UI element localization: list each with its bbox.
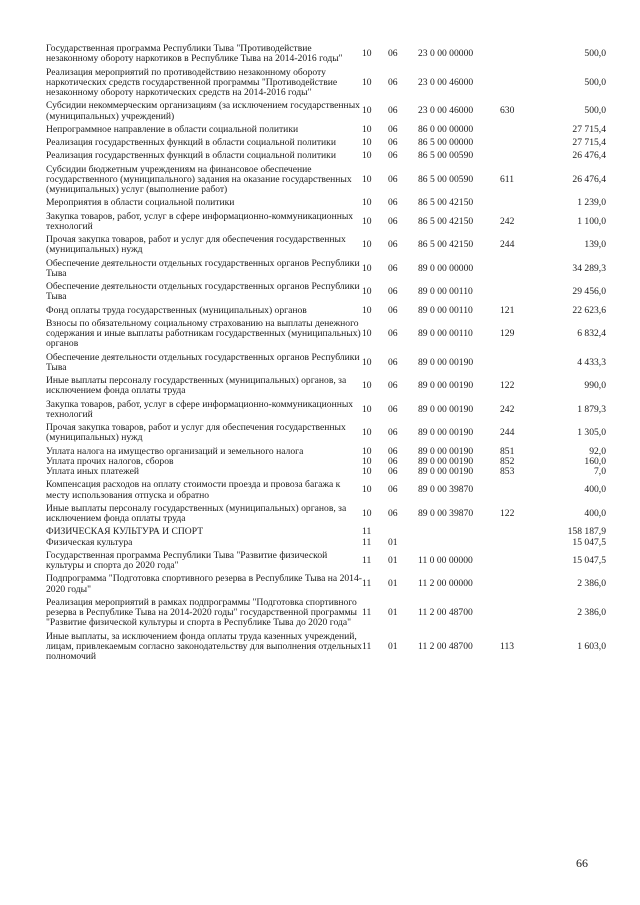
row-expense-type-code: 129 (500, 328, 515, 339)
row-section-code: 10 (362, 123, 372, 135)
row-target-article-code: 89 0 00 00110 (418, 286, 473, 298)
table-row (46, 480, 606, 504)
row-section-code: 10 (362, 197, 372, 209)
table-row (46, 467, 606, 480)
row-subsection-code: 06 (388, 380, 398, 392)
row-amount: 500,0 (584, 105, 606, 117)
row-subsection-code: 06 (388, 137, 398, 148)
table-row (46, 235, 606, 259)
row-name: Субсидии бюджетным учреждениям на финансовое обеспечение государственного (муниципального) задания на оказание государственных (муниципальных) услуг (выполнение работ) (46, 163, 352, 195)
row-section-code: 10 (362, 76, 372, 88)
row-target-article-code: 11 0 00 00000 (418, 554, 473, 566)
row-name: ФИЗИЧЕСКАЯ КУЛЬТУРА И СПОРТ (46, 526, 204, 538)
row-subsection-code: 06 (388, 466, 398, 477)
row-target-article-code: 11 2 00 00000 (418, 578, 473, 590)
table-row (46, 151, 606, 164)
row-name: Реализация государственных функций в области социальной политики (46, 150, 336, 162)
row-section-code: 10 (362, 466, 372, 477)
row-section-code: 10 (362, 455, 372, 467)
row-section-code: 11 (362, 554, 372, 566)
row-target-article-code: 86 5 00 00590 (418, 173, 474, 185)
row-expense-type-code (500, 282, 540, 306)
row-section-code: 10 (362, 215, 372, 227)
row-target-article-code: 11 2 00 48700 (418, 640, 473, 652)
row-amount: 22 623,6 (572, 304, 606, 316)
row-target-article-code: 89 0 00 00000 (418, 262, 474, 274)
row-amount: 29 456,0 (572, 286, 606, 298)
row-amount: 15 047,5 (572, 536, 606, 548)
row-amount: 15 047,5 (572, 554, 606, 566)
row-subsection-code: 06 (388, 105, 398, 117)
row-amount: 4 433,3 (577, 356, 606, 368)
row-subsection-code: 06 (388, 173, 398, 185)
row-target-article-code: 86 5 00 00000 (418, 137, 474, 148)
table-row (46, 632, 606, 666)
row-target-article-code: 89 0 00 00190 (418, 356, 474, 368)
row-section-code: 10 (362, 173, 372, 185)
row-expense-type-code (500, 138, 540, 151)
row-amount: 26 476,4 (572, 150, 606, 162)
row-name: Иные выплаты персоналу государственных (муниципальных) органов, за исключением фонда оплаты труда (46, 375, 347, 397)
table-row (46, 306, 606, 319)
row-subsection-code: 06 (388, 507, 398, 519)
row-expense-type-code: 853 (500, 466, 515, 477)
row-target-article-code: 86 5 00 42150 (418, 239, 474, 251)
table-row (46, 400, 606, 424)
row-name: Реализация государственных функций в области социальной политики (46, 137, 336, 148)
row-expense-type-code (500, 574, 540, 598)
row-subsection-code: 06 (388, 356, 398, 368)
row-expense-type-code: 851 (500, 445, 515, 457)
row-expense-type-code (500, 259, 540, 283)
row-name: Обеспечение деятельности отдельных государственных органов Республики Тыва (46, 351, 360, 373)
row-name: Прочая закупка товаров, работ и услуг для обеспечения государственных (муниципальных) нужд (46, 234, 346, 256)
row-expense-type-code: 244 (500, 427, 515, 439)
table-row (46, 101, 606, 125)
row-subsection-code: 06 (388, 286, 398, 298)
row-section-code: 10 (362, 262, 372, 274)
row-target-article-code: 89 0 00 39870 (418, 507, 474, 519)
row-name: Физическая культура (46, 536, 133, 548)
row-subsection-code: 06 (388, 197, 398, 209)
row-name: Реализация мероприятий по противодействию незаконному обороту наркотических средств государственной программы "Противодействие незаконному обороту наркотических средств на 2014-2016 годы" (46, 66, 338, 98)
row-target-article-code (418, 538, 500, 551)
table-row (46, 551, 606, 575)
row-name: Уплата налога на имущество организаций и земельного налога (46, 445, 304, 457)
row-section-code: 11 (362, 640, 372, 652)
row-subsection-code: 06 (388, 76, 398, 88)
row-expense-type-code: 242 (500, 215, 515, 227)
row-expense-type-code: 121 (500, 304, 515, 316)
row-expense-type-code (500, 44, 540, 68)
table-row (46, 376, 606, 400)
row-subsection-code: 01 (388, 640, 398, 652)
row-amount: 158 187,9 (567, 526, 606, 538)
row-name: Мероприятия в области социальной политики (46, 197, 235, 209)
row-section-code: 10 (362, 150, 372, 162)
row-expense-type-code (500, 125, 540, 138)
row-name: Фонд оплаты труда государственных (муниципальных) органов (46, 304, 307, 316)
budget-table (46, 44, 606, 665)
row-amount: 26 476,4 (572, 173, 606, 185)
table-row (46, 44, 606, 68)
row-section-code: 10 (362, 286, 372, 298)
row-subsection-code: 06 (388, 328, 398, 339)
row-expense-type-code: 611 (500, 173, 515, 185)
row-section-code: 10 (362, 507, 372, 519)
row-expense-type-code (500, 480, 540, 504)
row-section-code: 11 (362, 578, 372, 590)
row-section-code: 10 (362, 445, 372, 457)
row-subsection-code: 06 (388, 262, 398, 274)
row-target-article-code: 89 0 00 00190 (418, 427, 474, 439)
table-row (46, 504, 606, 528)
row-amount: 2 386,0 (577, 578, 606, 590)
row-section-code: 10 (362, 380, 372, 392)
row-expense-type-code (500, 68, 540, 102)
row-subsection-code: 01 (388, 578, 398, 590)
row-subsection-code: 06 (388, 304, 398, 316)
row-name: Обеспечение деятельности отдельных государственных органов Республики Тыва (46, 281, 360, 303)
row-section-code: 11 (362, 536, 372, 548)
row-subsection-code: 06 (388, 484, 398, 496)
row-amount: 2 386,0 (577, 607, 606, 618)
row-section-code: 10 (362, 137, 372, 148)
table-row (46, 538, 606, 551)
table-row (46, 198, 606, 211)
row-name: Закупка товаров, работ, услуг в сфере информационно-коммуникационных технологий (46, 398, 354, 420)
row-subsection-code: 06 (388, 455, 398, 467)
row-subsection-code: 06 (388, 427, 398, 439)
row-subsection-code: 06 (388, 150, 398, 162)
row-target-article-code: 89 0 00 00110 (418, 328, 473, 339)
table-row (46, 212, 606, 236)
row-name: Компенсация расходов на оплату стоимости проезда и провоза багажа к месту использования отпуска и обратно (46, 479, 341, 501)
row-amount: 92,0 (589, 445, 606, 457)
row-target-article-code: 89 0 00 39870 (418, 484, 474, 496)
row-subsection-code: 06 (388, 403, 398, 415)
row-amount: 160,0 (584, 455, 606, 467)
row-target-article-code: 86 5 00 42150 (418, 215, 474, 227)
row-subsection-code: 01 (388, 607, 398, 618)
row-expense-type-code (500, 551, 540, 575)
row-subsection-code (388, 527, 418, 537)
row-name: Взносы по обязательному социальному страхованию на выплаты денежного содержания и иные выплаты работникам государственных (муниципальных) органов (46, 317, 361, 350)
row-amount: 27 715,4 (572, 123, 606, 135)
row-target-article-code: 23 0 00 46000 (418, 105, 474, 117)
table-row (46, 319, 606, 353)
row-expense-type-code (500, 527, 540, 537)
row-target-article-code: 89 0 00 00190 (418, 380, 474, 392)
page-number: 66 (576, 856, 588, 870)
row-section-code: 10 (362, 304, 372, 316)
row-expense-type-code (500, 538, 540, 551)
row-name: Уплата иных платежей (46, 466, 140, 477)
row-target-article-code: 86 5 00 42150 (418, 197, 474, 209)
row-expense-type-code: 244 (500, 239, 515, 251)
row-section-code: 10 (362, 48, 372, 60)
table-row (46, 598, 606, 632)
row-section-code: 10 (362, 356, 372, 368)
row-expense-type-code: 242 (500, 403, 515, 415)
row-section-code: 10 (362, 239, 372, 251)
row-target-article-code: 89 0 00 00190 (418, 403, 474, 415)
row-name: Закупка товаров, работ, услуг в сфере информационно-коммуникационных технологий (46, 210, 354, 232)
row-name: Подпрограмма "Подготовка спортивного резерва в Республике Тыва на 2014-2020 годы" (46, 573, 362, 595)
table-row (46, 282, 606, 306)
row-amount: 1 239,0 (577, 197, 606, 209)
row-amount: 500,0 (584, 76, 606, 88)
row-expense-type-code: 113 (500, 640, 515, 652)
table-row (46, 259, 606, 283)
row-section-code: 11 (362, 526, 372, 538)
row-expense-type-code (500, 151, 540, 164)
row-amount: 400,0 (584, 484, 606, 496)
row-subsection-code: 06 (388, 48, 398, 60)
table-row (46, 423, 606, 447)
row-subsection-code: 01 (388, 536, 398, 548)
row-amount: 1 603,0 (577, 640, 606, 652)
row-target-article-code: 23 0 00 00000 (418, 48, 474, 60)
row-amount: 139,0 (584, 239, 606, 251)
row-expense-type-code: 852 (500, 455, 515, 467)
row-target-article-code: 23 0 00 46000 (418, 76, 474, 88)
row-subsection-code: 06 (388, 123, 398, 135)
row-name: Иные выплаты, за исключением фонда оплаты труда казенных учреждений, лицам, привлекаемым согласно законодательству для выполнения отдельных полномочий (46, 630, 362, 662)
table-row (46, 165, 606, 199)
row-name: Государственная программа Республики Тыва "Развитие физической культуры и спорта до 2020 года" (46, 549, 328, 571)
row-amount: 27 715,4 (572, 137, 606, 148)
row-section-code: 10 (362, 328, 372, 339)
table-row (46, 574, 606, 598)
row-amount: 1 100,0 (577, 215, 606, 227)
row-target-article-code: 89 0 00 00110 (418, 304, 473, 316)
row-section-code: 10 (362, 484, 372, 496)
row-name: Иные выплаты персоналу государственных (муниципальных) органов, за исключением фонда оплаты труда (46, 502, 347, 524)
row-subsection-code: 06 (388, 445, 398, 457)
row-expense-type-code: 122 (500, 507, 515, 519)
row-section-code: 10 (362, 427, 372, 439)
row-subsection-code: 01 (388, 554, 398, 566)
row-section-code: 10 (362, 403, 372, 415)
row-name: Реализация мероприятий в рамках подпрограммы "Подготовка спортивного резерва в Республике Тыва на 2014-2020 годы" государственной программы "Развитие физической культуры и спорта в Республике Тыва до 2020 года" (46, 596, 357, 629)
table-row (46, 125, 606, 138)
row-target-article-code (418, 527, 500, 537)
row-amount: 500,0 (584, 48, 606, 60)
row-target-article-code: 89 0 00 00190 (418, 445, 474, 457)
row-target-article-code: 86 0 00 00000 (418, 123, 474, 135)
table-row (46, 527, 606, 537)
row-section-code: 10 (362, 105, 372, 117)
row-expense-type-code (500, 198, 540, 211)
row-target-article-code: 89 0 00 00190 (418, 455, 474, 467)
row-section-code: 11 (362, 607, 372, 618)
row-subsection-code: 06 (388, 215, 398, 227)
row-name: Государственная программа Республики Тыва "Противодействие незаконному обороту наркотиков в Республике Тыва на 2014-2016 годы" (46, 43, 343, 65)
row-name: Обеспечение деятельности отдельных государственных органов Республики Тыва (46, 257, 360, 279)
row-expense-type-code: 122 (500, 380, 515, 392)
row-target-article-code: 86 5 00 00590 (418, 150, 474, 162)
row-amount: 6 832,4 (577, 328, 606, 339)
row-subsection-code: 06 (388, 239, 398, 251)
row-name: Прочая закупка товаров, работ и услуг для обеспечения государственных (муниципальных) нужд (46, 422, 346, 444)
row-amount: 1 879,3 (577, 403, 606, 415)
row-name: Субсидии некоммерческим организациям (за исключением государственных (муниципальных) учреждений) (46, 100, 360, 122)
row-amount: 34 289,3 (572, 262, 606, 274)
row-expense-type-code: 630 (500, 105, 515, 117)
row-name: Непрограммное направление в области социальной политики (46, 123, 299, 135)
row-expense-type-code (500, 353, 540, 377)
row-amount: 990,0 (584, 380, 606, 392)
row-amount: 1 305,0 (577, 427, 606, 439)
table-row (46, 138, 606, 151)
table-row (46, 68, 606, 102)
budget-table-body (46, 44, 606, 665)
row-name: Уплата прочих налогов, сборов (46, 455, 174, 467)
row-target-article-code: 89 0 00 00190 (418, 466, 474, 477)
row-amount: 7,0 (594, 466, 606, 477)
row-expense-type-code (500, 598, 540, 632)
row-target-article-code: 11 2 00 48700 (418, 607, 473, 618)
row-amount: 400,0 (584, 507, 606, 519)
table-row (46, 353, 606, 377)
